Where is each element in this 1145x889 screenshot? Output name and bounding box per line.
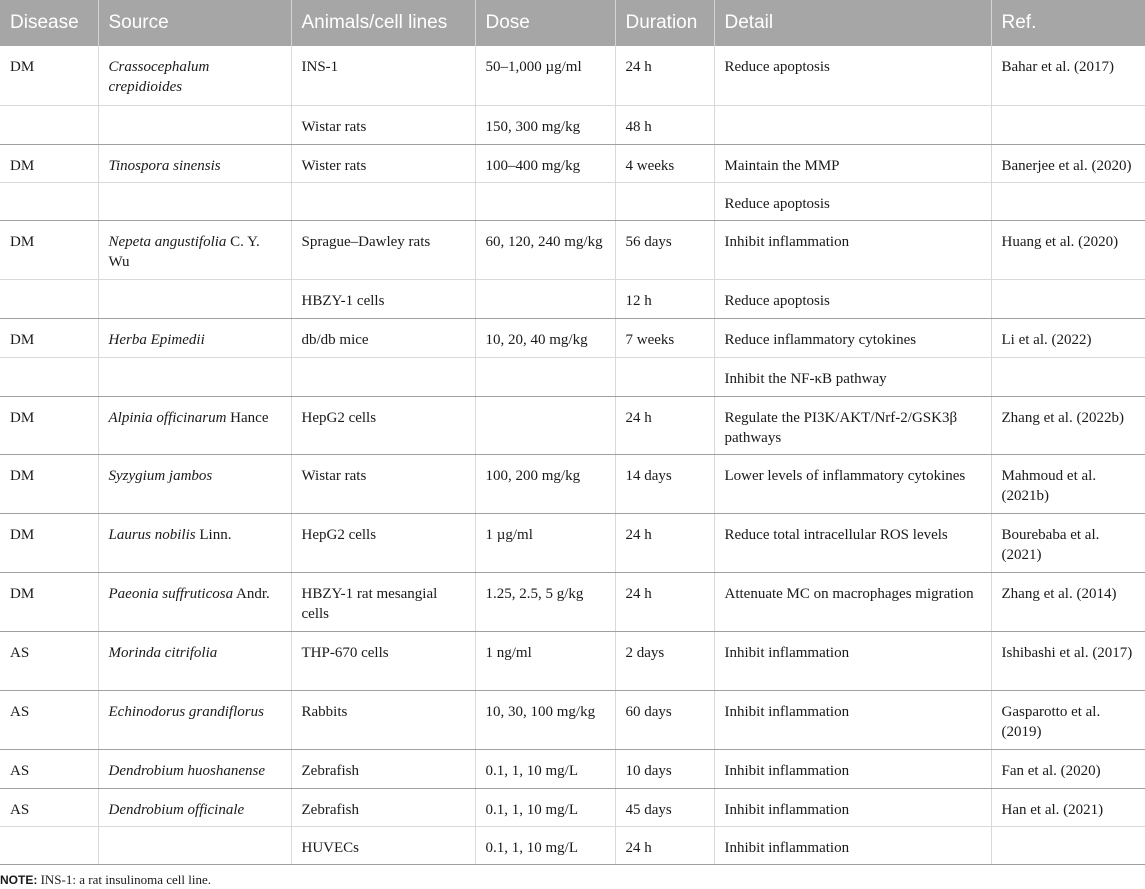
cell-disease: DM (0, 572, 98, 631)
cell-detail: Reduce apoptosis (714, 279, 991, 318)
cell-ref: Bourebaba et al. (2021) (991, 513, 1145, 572)
source-species: Echinodorus grandiflorus (108, 703, 264, 720)
cell-animals: Zebrafish (291, 749, 475, 788)
cell-source (98, 826, 291, 864)
cell-ref: Banerjee et al. (2020) (991, 144, 1145, 182)
header-disease: Disease (0, 0, 98, 46)
table-row (0, 572, 1145, 631)
table-row (0, 749, 1145, 788)
cell-disease: DM (0, 220, 98, 279)
cell-dose: 10, 20, 40 mg/kg (475, 318, 615, 357)
table-row (0, 631, 1145, 690)
cell-ref: Han et al. (2021) (991, 788, 1145, 826)
source-species: Dendrobium officinale (108, 801, 245, 818)
cell-disease: DM (0, 46, 98, 105)
cell-source (98, 396, 291, 454)
cell-dose: 50–1,000 µg/ml (475, 46, 615, 105)
table-body (0, 46, 1145, 864)
cell-animals: Zebrafish (291, 788, 475, 826)
header-ref: Ref. (991, 0, 1145, 46)
cell-disease (0, 357, 98, 396)
source-species: Dendrobium huoshanense (108, 762, 266, 779)
cell-detail: Inhibit the NF-κB pathway (714, 357, 991, 396)
cell-dose: 0.1, 1, 10 mg/L (475, 826, 615, 864)
cell-source (98, 318, 291, 357)
source-species: Paeonia suffruticosa (108, 585, 234, 602)
cell-ref (991, 279, 1145, 318)
header-detail: Detail (714, 0, 991, 46)
cell-detail: Inhibit inflammation (714, 826, 991, 864)
cell-detail: Inhibit inflammation (714, 220, 991, 279)
cell-ref (991, 105, 1145, 144)
cell-animals: HBZY-1 rat mesangial cells (291, 572, 475, 631)
cell-animals: HUVECs (291, 826, 475, 864)
cell-detail: Inhibit inflammation (714, 631, 991, 690)
table-row (0, 318, 1145, 357)
table-row (0, 144, 1145, 182)
cell-detail: Inhibit inflammation (714, 788, 991, 826)
cell-ref: Zhang et al. (2014) (991, 572, 1145, 631)
cell-source (98, 220, 291, 279)
source-authority: Hance (226, 409, 269, 426)
cell-duration: 60 days (615, 690, 714, 749)
note-label: NOTE: (0, 873, 38, 887)
cell-duration: 48 h (615, 105, 714, 144)
source-authority: Linn. (195, 526, 232, 543)
cell-duration: 56 days (615, 220, 714, 279)
source-species: Nepeta angustifolia (108, 233, 227, 250)
header-source: Source (98, 0, 291, 46)
cell-animals (291, 357, 475, 396)
cell-duration: 24 h (615, 46, 714, 105)
cell-dose: 150, 300 mg/kg (475, 105, 615, 144)
cell-animals: HepG2 cells (291, 513, 475, 572)
cell-detail: Inhibit inflammation (714, 690, 991, 749)
source-species: Crassocephalum crepidioides (108, 59, 210, 95)
table-row (0, 357, 1145, 396)
cell-ref: Li et al. (2022) (991, 318, 1145, 357)
cell-animals: Wister rats (291, 144, 475, 182)
cell-disease: DM (0, 396, 98, 454)
table-row (0, 826, 1145, 864)
table-row (0, 220, 1145, 279)
cell-dose: 0.1, 1, 10 mg/L (475, 788, 615, 826)
cell-duration: 4 weeks (615, 144, 714, 182)
cell-ref: Bahar et al. (2017) (991, 46, 1145, 105)
cell-dose (475, 279, 615, 318)
cell-ref (991, 182, 1145, 220)
cell-disease (0, 105, 98, 144)
cell-disease: DM (0, 513, 98, 572)
cell-source (98, 144, 291, 182)
cell-detail: Reduce apoptosis (714, 46, 991, 105)
cell-dose: 1 ng/ml (475, 631, 615, 690)
cell-animals: Wistar rats (291, 105, 475, 144)
cell-duration: 14 days (615, 454, 714, 513)
cell-source (98, 513, 291, 572)
cell-ref: Fan et al. (2020) (991, 749, 1145, 788)
cell-detail: Inhibit inflammation (714, 749, 991, 788)
cell-disease (0, 826, 98, 864)
cell-ref (991, 826, 1145, 864)
cell-animals: Sprague–Dawley rats (291, 220, 475, 279)
cell-duration: 24 h (615, 396, 714, 454)
cell-detail: Reduce inflammatory cytokines (714, 318, 991, 357)
cell-duration: 12 h (615, 279, 714, 318)
source-species: Alpinia officinarum (108, 409, 227, 426)
cell-animals (291, 182, 475, 220)
cell-source (98, 46, 291, 105)
table-row (0, 513, 1145, 572)
cell-ref (991, 357, 1145, 396)
cell-source (98, 788, 291, 826)
table-row (0, 788, 1145, 826)
cell-ref: Huang et al. (2020) (991, 220, 1145, 279)
cell-animals: db/db mice (291, 318, 475, 357)
source-species: Laurus nobilis (108, 526, 196, 543)
cell-source (98, 279, 291, 318)
cell-dose (475, 182, 615, 220)
header-duration: Duration (615, 0, 714, 46)
cell-detail: Regulate the PI3K/AKT/Nrf-2/GSK3β pathways (714, 396, 991, 454)
cell-animals: INS-1 (291, 46, 475, 105)
table-row (0, 46, 1145, 105)
cell-duration (615, 357, 714, 396)
cell-detail: Attenuate MC on macrophages migration (714, 572, 991, 631)
cell-disease (0, 182, 98, 220)
cell-animals: HBZY-1 cells (291, 279, 475, 318)
cell-duration: 24 h (615, 513, 714, 572)
cell-detail: Reduce total intracellular ROS levels (714, 513, 991, 572)
cell-ref: Ishibashi et al. (2017) (991, 631, 1145, 690)
note-text: INS-1: a rat insulinoma cell line. (37, 872, 211, 887)
cell-disease: DM (0, 318, 98, 357)
header-dose: Dose (475, 0, 615, 46)
source-species: Morinda citrifolia (108, 644, 218, 661)
cell-source (98, 749, 291, 788)
cell-dose: 100–400 mg/kg (475, 144, 615, 182)
cell-duration: 45 days (615, 788, 714, 826)
cell-ref: Mahmoud et al. (2021b) (991, 454, 1145, 513)
table-row (0, 182, 1145, 220)
cell-disease: AS (0, 690, 98, 749)
cell-detail: Reduce apoptosis (714, 182, 991, 220)
source-species: Tinospora sinensis (108, 157, 221, 174)
cell-duration: 2 days (615, 631, 714, 690)
cell-animals: THP-670 cells (291, 631, 475, 690)
table-footnote (0, 872, 211, 888)
table-row (0, 454, 1145, 513)
cell-source (98, 182, 291, 220)
cell-dose: 60, 120, 240 mg/kg (475, 220, 615, 279)
cell-dose: 100, 200 mg/kg (475, 454, 615, 513)
cell-duration (615, 182, 714, 220)
cell-disease: DM (0, 144, 98, 182)
cell-dose: 1.25, 2.5, 5 g/kg (475, 572, 615, 631)
cell-source (98, 454, 291, 513)
cell-disease: AS (0, 788, 98, 826)
cell-source (98, 572, 291, 631)
cell-dose (475, 396, 615, 454)
cell-disease: AS (0, 749, 98, 788)
table-row (0, 105, 1145, 144)
source-authority: C. Y. Wu (108, 233, 260, 270)
cell-source (98, 105, 291, 144)
cell-animals: HepG2 cells (291, 396, 475, 454)
source-species: Syzygium jambos (108, 467, 213, 484)
cell-ref: Zhang et al. (2022b) (991, 396, 1145, 454)
cell-animals: Wistar rats (291, 454, 475, 513)
cell-disease (0, 279, 98, 318)
cell-detail (714, 105, 991, 144)
source-species: Herba Epimedii (108, 331, 205, 348)
cell-source (98, 631, 291, 690)
header-animals-cell-lines: Animals/cell lines (291, 0, 475, 46)
cell-dose: 10, 30, 100 mg/kg (475, 690, 615, 749)
table-row (0, 279, 1145, 318)
cell-ref: Gasparotto et al. (2019) (991, 690, 1145, 749)
cell-duration: 24 h (615, 572, 714, 631)
cell-duration: 7 weeks (615, 318, 714, 357)
cell-animals: Rabbits (291, 690, 475, 749)
cell-duration: 10 days (615, 749, 714, 788)
cell-source (98, 357, 291, 396)
cell-detail: Lower levels of inflammatory cytokines (714, 454, 991, 513)
source-authority: Andr. (233, 585, 270, 602)
cell-detail: Maintain the MMP (714, 144, 991, 182)
cell-dose: 0.1, 1, 10 mg/L (475, 749, 615, 788)
cell-disease: DM (0, 454, 98, 513)
cell-duration: 24 h (615, 826, 714, 864)
header-row (0, 0, 1145, 46)
table-row (0, 690, 1145, 749)
cell-dose (475, 357, 615, 396)
cell-source (98, 690, 291, 749)
cell-disease: AS (0, 631, 98, 690)
cell-dose: 1 µg/ml (475, 513, 615, 572)
table-row (0, 396, 1145, 454)
